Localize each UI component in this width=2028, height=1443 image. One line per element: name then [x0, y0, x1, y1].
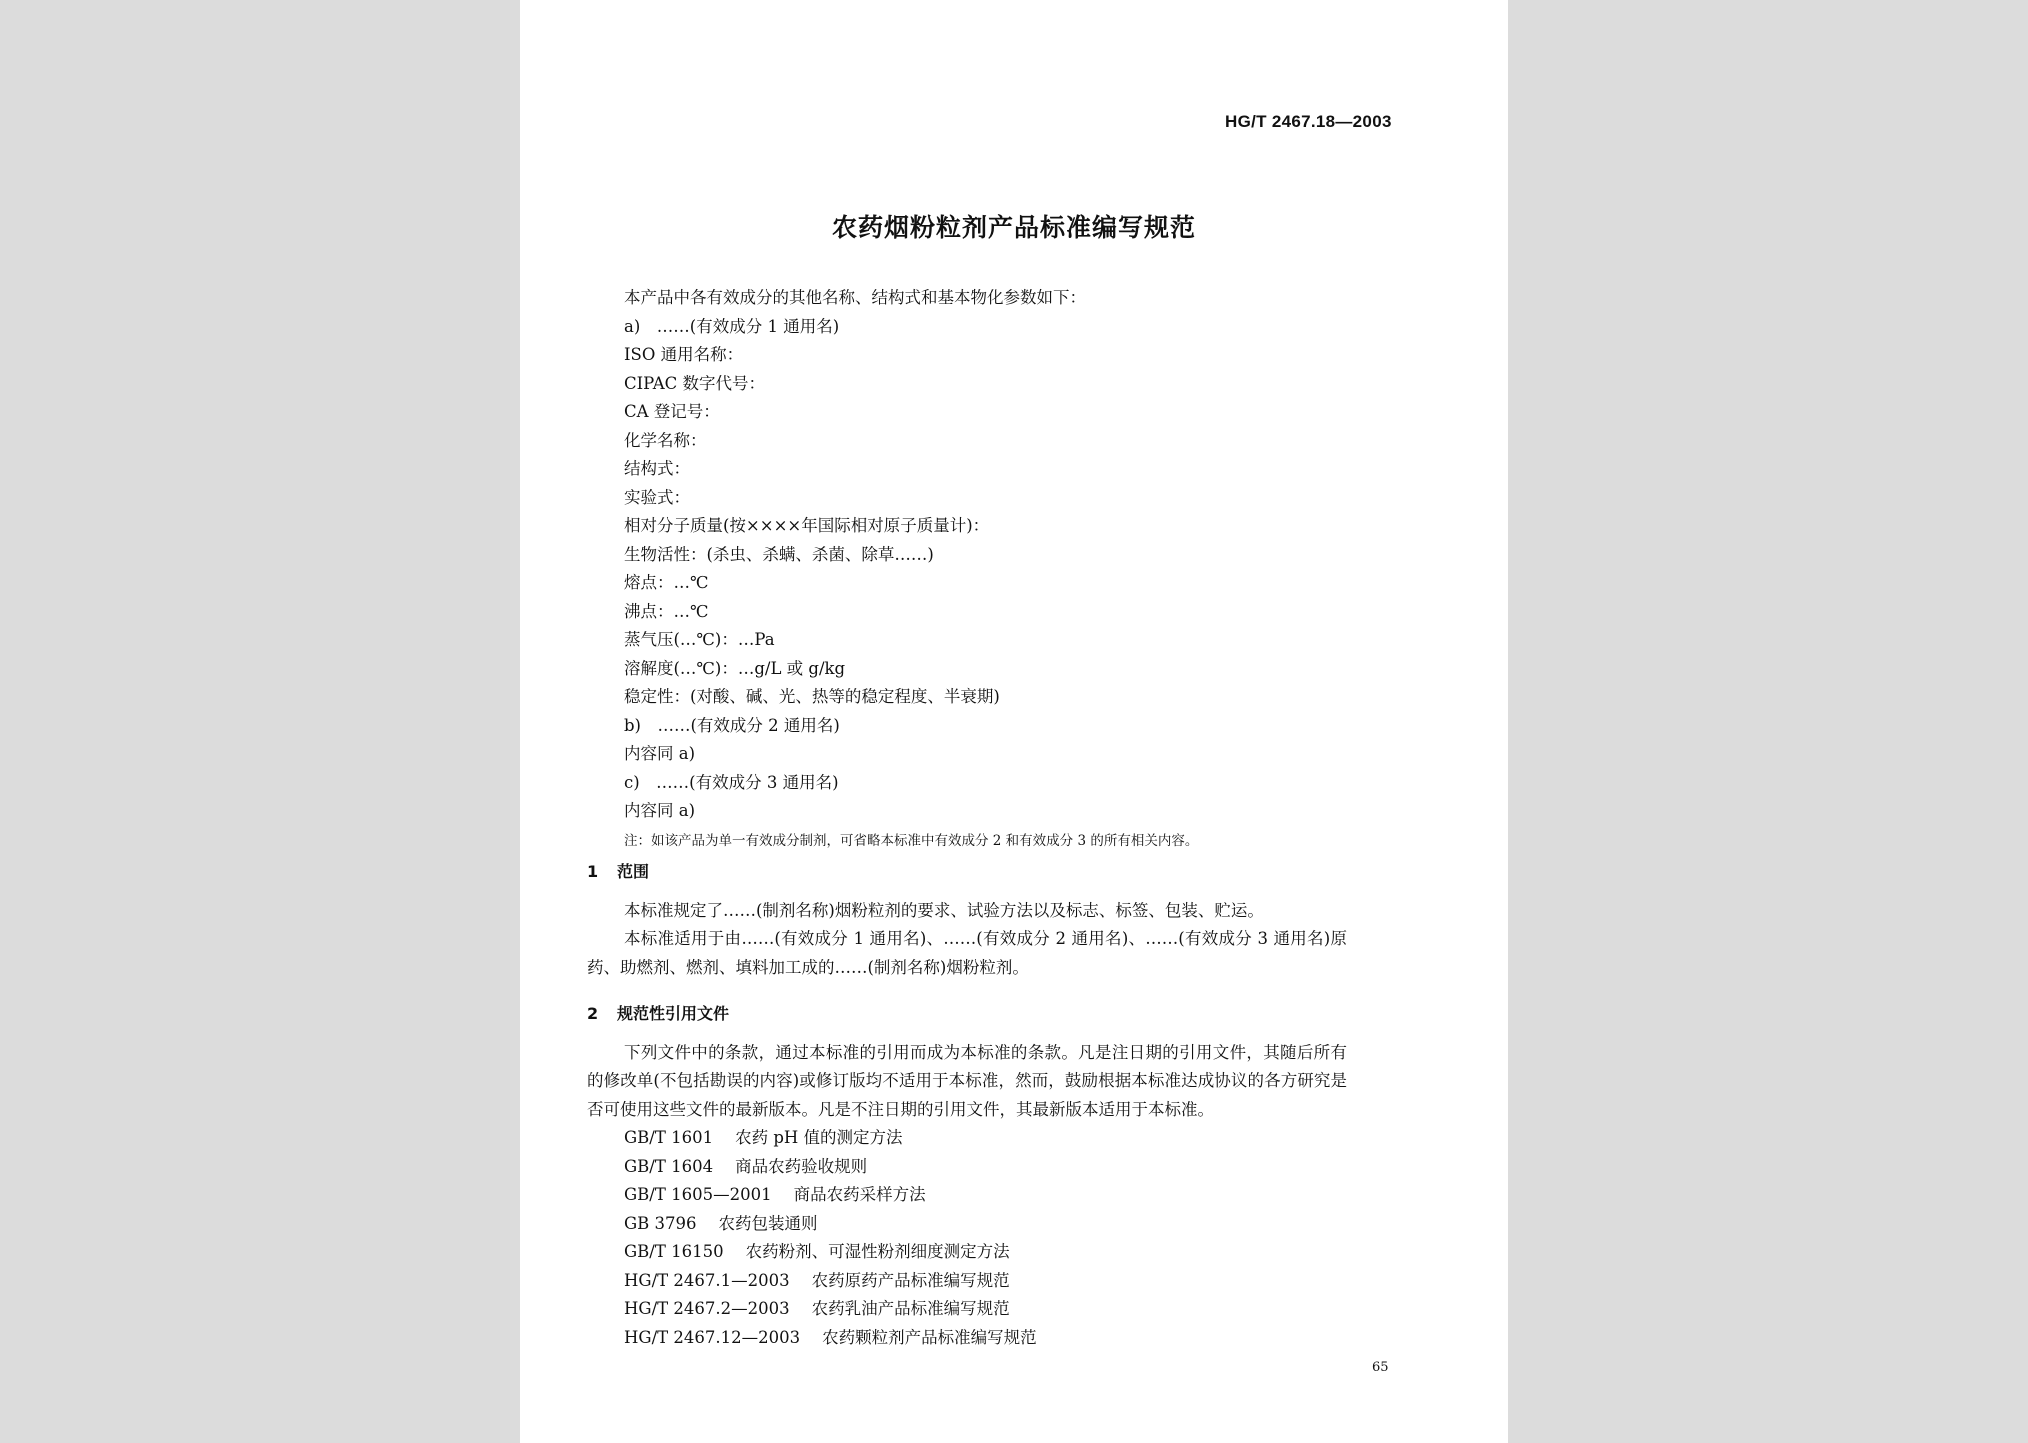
reference-item — [624, 1153, 1347, 1182]
intro-line: 内容同 a) — [624, 744, 696, 763]
reference-title: 农药 pH 值的测定方法 — [735, 1128, 903, 1147]
reference-title: 农药粉剂、可湿性粉剂细度测定方法 — [745, 1242, 1010, 1261]
reference-code: GB/T 1601 — [624, 1128, 714, 1147]
section-title: 规范性引用文件 — [617, 1004, 730, 1023]
intro-line: 熔点：…℃ — [624, 573, 709, 592]
intro-line: 生物活性：(杀虫、杀螨、杀菌、除草……) — [624, 544, 934, 564]
intro-note: 注：如该产品为单一有效成分制剂，可省略本标准中有效成分 2 和有效成分 3 的所有相关内容。 — [624, 832, 1199, 849]
reference-code: GB/T 1604 — [624, 1156, 714, 1176]
intro-line: 内容同 a) — [624, 801, 696, 820]
document-title: 农药烟粉粒剂产品标准编写规范 — [831, 213, 1196, 242]
section-normative-references — [587, 1000, 1347, 1352]
standard-code: HG/T 2467.18—2003 — [1225, 112, 1392, 131]
intro-block — [624, 284, 1344, 852]
section-number: 1 — [587, 862, 599, 881]
reference-item — [624, 1210, 1347, 1239]
reference-title: 农药包装通则 — [718, 1213, 818, 1233]
reference-item — [624, 1295, 1347, 1324]
section-scope — [587, 858, 1347, 982]
reference-item — [624, 1238, 1347, 1267]
reference-code: HG/T 2467.12—2003 — [624, 1327, 801, 1347]
page-number: 65 — [1372, 1360, 1389, 1375]
reference-code: HG/T 2467.2—2003 — [624, 1299, 790, 1318]
intro-line: 实验式： — [624, 487, 690, 507]
section-heading — [587, 1000, 1347, 1029]
reference-title: 商品农药采样方法 — [793, 1185, 926, 1204]
section-number: 2 — [587, 1004, 599, 1023]
reference-code: GB 3796 — [624, 1213, 697, 1233]
reference-item — [624, 1267, 1347, 1296]
intro-lines — [624, 313, 1344, 826]
intro-lead: 本产品中各有效成分的其他名称、结构式和基本物化参数如下： — [624, 288, 1086, 307]
paragraph: 本标准规定了……(制剂名称)烟粉粒剂的要求、试验方法以及标志、标签、包装、贮运。 — [624, 900, 1264, 920]
reference-item — [624, 1124, 1347, 1153]
reference-code: HG/T 2467.1—2003 — [624, 1270, 790, 1290]
reference-item — [624, 1324, 1347, 1353]
intro-line: 溶解度(…℃)：…g/L 或 g/kg — [624, 658, 846, 678]
reference-list — [587, 1124, 1347, 1352]
intro-line: 结构式： — [624, 459, 690, 478]
intro-line: c) ……(有效成分 3 通用名) — [624, 772, 839, 792]
reference-code: GB/T 16150 — [624, 1242, 724, 1261]
reference-title: 农药原药产品标准编写规范 — [811, 1270, 1010, 1290]
intro-line: CA 登记号： — [624, 402, 720, 421]
reference-item — [624, 1181, 1347, 1210]
intro-line: 稳定性：(对酸、碱、光、热等的稳定程度、半衰期) — [624, 687, 1000, 706]
paragraph: 下列文件中的条款，通过本标准的引用而成为本标准的条款。凡是注日期的引用文件，其随后所有的修改单(不包括勘误的内容)或修订版均不适用于本标准，然而，鼓励根据本标准达成协议的各方研究是否可使用这些文件的最新版本。凡是不注日期的引用文件，其最新版本适用于本标准。 — [587, 1042, 1347, 1119]
intro-line: a) ……(有效成分 1 通用名) — [624, 316, 840, 336]
intro-line: ISO 通用名称： — [624, 345, 744, 364]
reference-title: 农药颗粒剂产品标准编写规范 — [822, 1327, 1037, 1347]
intro-line: 相对分子质量(按××××年国际相对原子质量计)： — [624, 516, 990, 535]
reference-code: GB/T 1605—2001 — [624, 1185, 772, 1204]
section-title: 范围 — [617, 862, 650, 881]
intro-line: 化学名称： — [624, 430, 707, 450]
document-page — [520, 0, 1508, 1443]
intro-line: b) ……(有效成分 2 通用名) — [624, 715, 840, 735]
intro-line: 蒸气压(…℃)：…Pa — [624, 630, 775, 649]
paragraph: 本标准适用于由……(有效成分 1 通用名)、……(有效成分 2 通用名)、……(有效成分 3 通用名)原药、助燃剂、燃剂、填料加工成的……(制剂名称)烟粉粒剂。 — [587, 929, 1347, 977]
reference-title: 商品农药验收规则 — [735, 1156, 868, 1176]
reference-title: 农药乳油产品标准编写规范 — [811, 1299, 1010, 1318]
intro-line: 沸点：…℃ — [624, 601, 709, 621]
intro-line: CIPAC 数字代号： — [624, 373, 766, 393]
section-heading — [587, 858, 1347, 887]
